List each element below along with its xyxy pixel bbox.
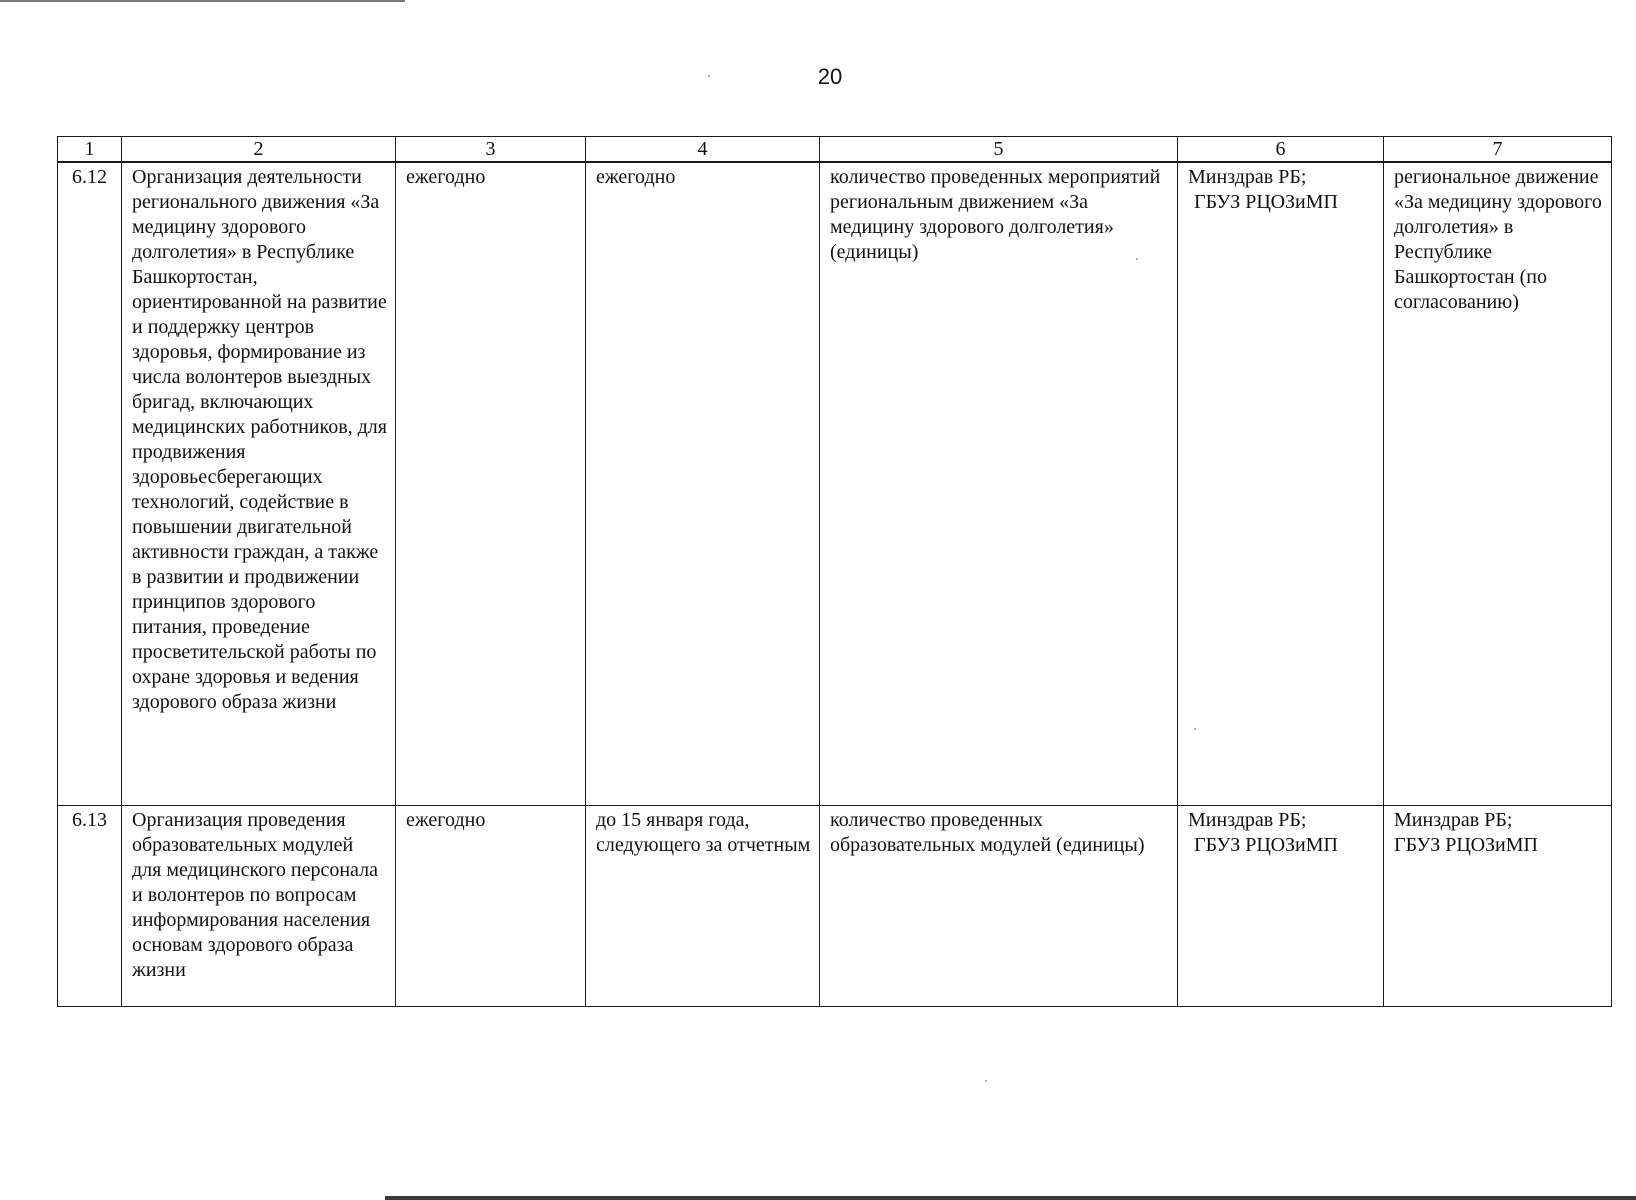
coexecutor-line-2: ГБУЗ РЦОЗиМП — [1394, 834, 1538, 856]
event-cell: Организация деятельности регионального движения «За медицину здорового долголетия» в Республике Башкортостан, ориентированной на развитие и поддержку центров здоровья, формирование из числа волонтеров выездных бригад, включающих медицинских работников, для продвижения здоровьесберегающих технологий, содействие в повышении двигательной активности граждан, а также в развитии и продвижении принципов здорового питания, проведение просветительской работы по охране здоровья и ведения здорового образа жизни — [122, 162, 396, 806]
column-header: 3 — [396, 137, 586, 163]
executor-line-2: ГБУЗ РЦОЗиМП — [1194, 191, 1338, 213]
coexecutor-line-1: Минздрав РБ; — [1394, 809, 1513, 831]
column-header: 7 — [1384, 137, 1612, 163]
row-number: 6.12 — [58, 162, 122, 806]
scan-edge-bottom — [385, 1196, 1636, 1200]
scan-speck — [708, 75, 710, 77]
column-header: 5 — [820, 137, 1178, 163]
executor-line-1: Минздрав РБ; — [1188, 809, 1307, 831]
executor-cell — [1178, 806, 1384, 1007]
table-row — [58, 806, 1612, 1007]
deadline-cell: до 15 января года, следующего за отчетным — [586, 806, 820, 1007]
period-cell: ежегодно — [396, 162, 586, 806]
executor-line-2: ГБУЗ РЦОЗиМП — [1194, 834, 1338, 856]
indicator-cell: количество проведенных мероприятий региональным движением «За медицину здорового долголетия» (единицы) — [820, 162, 1178, 806]
activities-table — [57, 136, 1612, 1007]
indicator-cell: количество проведенных образовательных модулей (единицы) — [820, 806, 1178, 1007]
row-number: 6.13 — [58, 806, 122, 1007]
header-row — [58, 137, 1612, 163]
coexecutor-cell — [1384, 162, 1612, 806]
scan-edge-top — [0, 0, 405, 2]
deadline-cell: ежегодно — [586, 162, 820, 806]
executor-cell — [1178, 162, 1384, 806]
column-header: 2 — [122, 137, 396, 163]
period-cell: ежегодно — [396, 806, 586, 1007]
column-header: 1 — [58, 137, 122, 163]
event-cell: Организация проведения образовательных модулей для медицинского персонала и волонтеров по вопросам информирования населения основам здорового образа жизни — [122, 806, 396, 1007]
page-number: 20 — [817, 64, 843, 89]
table-row — [58, 162, 1612, 806]
executor-line-1: Минздрав РБ; — [1188, 166, 1307, 188]
column-header: 6 — [1178, 137, 1384, 163]
scan-speck — [985, 1080, 987, 1082]
coexecutor-cell — [1384, 806, 1612, 1007]
column-header: 4 — [586, 137, 820, 163]
coexecutor-line-1: региональное движение «За медицину здорового долголетия» в Республике Башкортостан (по согласованию) — [1394, 166, 1602, 313]
